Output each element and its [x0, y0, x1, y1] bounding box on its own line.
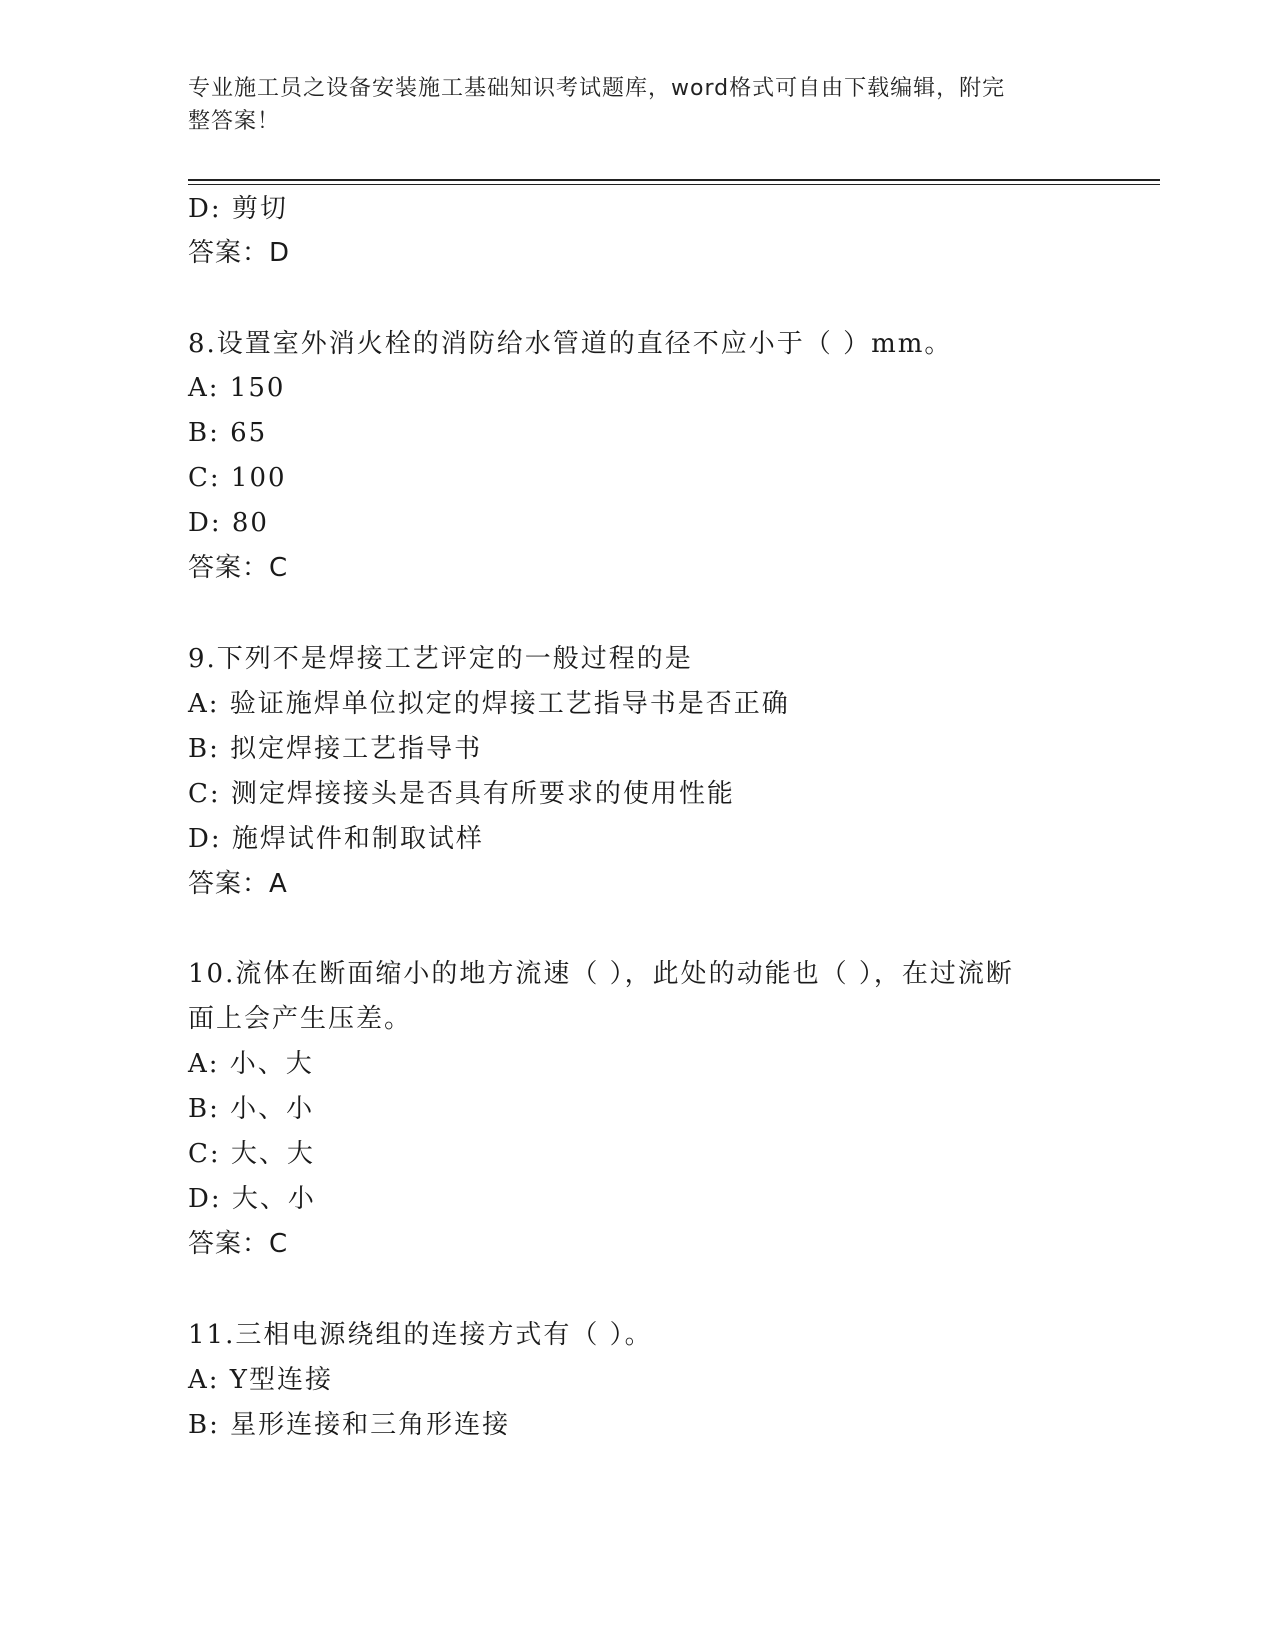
q9-option-b: B: 拟定焊接工艺指导书: [188, 734, 483, 764]
q11-option-b: B: 星形连接和三角形连接: [188, 1410, 511, 1440]
q10-option-b: B: 小、小: [188, 1094, 315, 1124]
q10-option-d: D: 大、小: [188, 1184, 316, 1214]
q11-question: 11.三相电源绕组的连接方式有（ ）。: [188, 1320, 653, 1350]
q10-option-c: C: 大、大: [188, 1139, 315, 1169]
q8-option-c: C: 100: [188, 463, 287, 493]
q8-option-d: D: 80: [188, 508, 269, 538]
q7-option-d: D: 剪切: [188, 194, 288, 224]
q10-answer: 答案：C: [188, 1229, 289, 1259]
q7-answer: 答案：D: [188, 238, 291, 268]
q8-option-b: B: 65: [188, 418, 268, 448]
q10-question-line-2: 面上会产生压差。: [188, 1004, 413, 1034]
header-divider-thick: [188, 179, 1160, 181]
q10-option-a: A: 小、大: [188, 1049, 314, 1079]
q9-option-c: C: 测定焊接接头是否具有所要求的使用性能: [188, 779, 735, 809]
q9-answer: 答案：A: [188, 869, 288, 899]
q8-answer: 答案：C: [188, 553, 289, 583]
document-header: [188, 72, 1068, 138]
q8-option-a: A: 150: [188, 373, 286, 403]
q11-option-a: A: Y型连接: [188, 1365, 333, 1395]
header-title-line-1: 专业施工员之设备安装施工基础知识考试题库，word格式可自由下载编辑，附完: [188, 76, 1006, 101]
q9-option-d: D: 施焊试件和制取试样: [188, 824, 484, 854]
q8-question: 8.设置室外消火栓的消防给水管道的直径不应小于（ ）mm。: [188, 329, 953, 359]
header-title-line-2: 整答案！: [188, 109, 281, 134]
q9-question: 9.下列不是焊接工艺评定的一般过程的是: [188, 644, 693, 674]
q9-option-a: A: 验证施焊单位拟定的焊接工艺指导书是否正确: [188, 689, 790, 719]
q10-question-line-1: 10.流体在断面缩小的地方流速（ ），此处的动能也（ ），在过流断: [188, 959, 1014, 989]
header-divider-thin: [188, 184, 1160, 185]
